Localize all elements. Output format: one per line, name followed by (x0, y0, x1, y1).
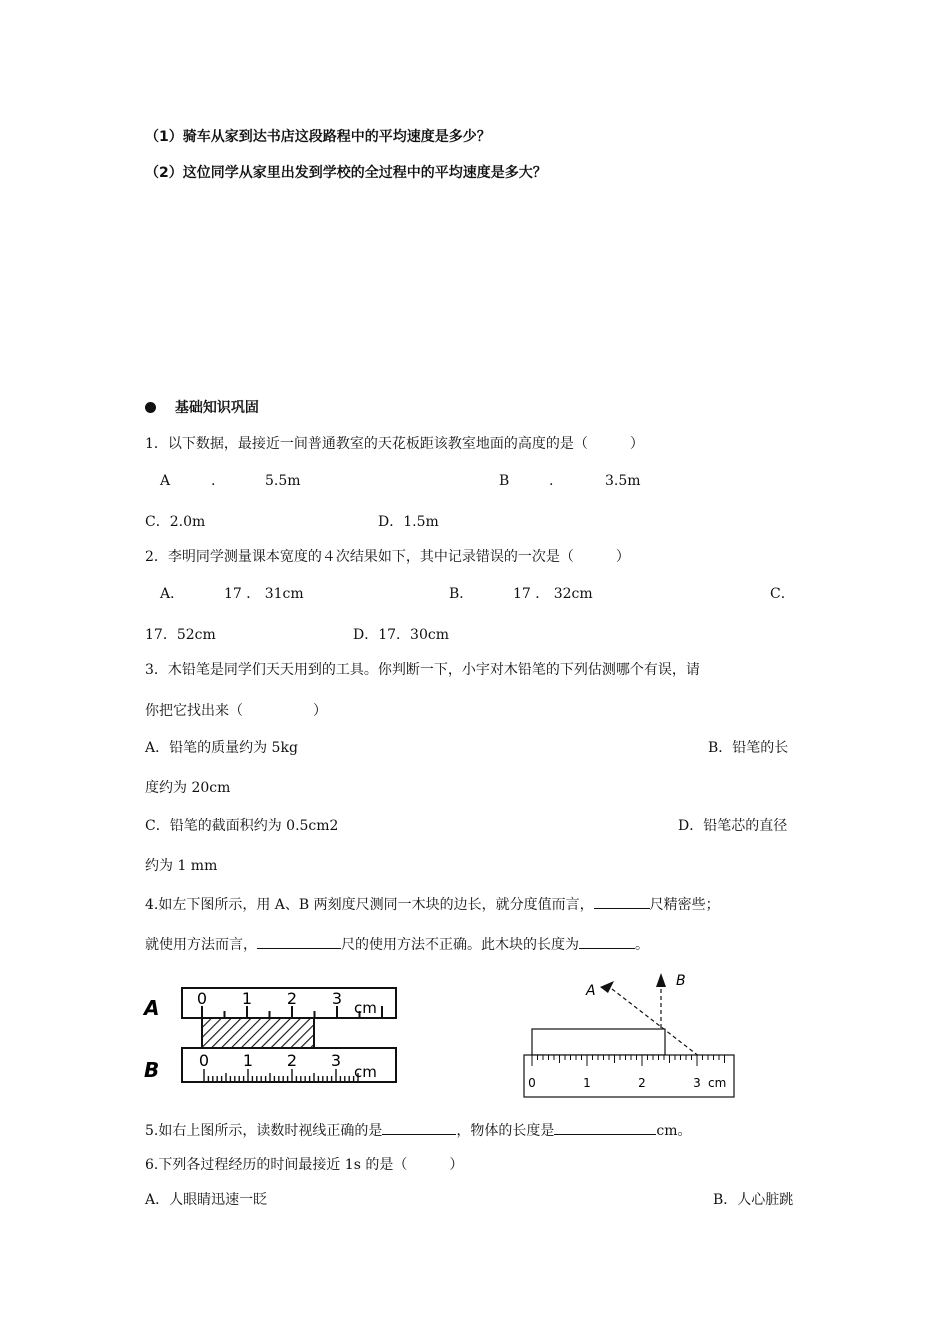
q2-option-a-letter: A． (160, 586, 185, 602)
q1-option-d: D．1.5m (378, 514, 439, 530)
ruler-unit: cm (708, 1076, 727, 1090)
question-1-stem: 1．以下数据，最接近一间普通教室的天花板距该教室地面的高度的是（ ） (145, 436, 644, 452)
figure-line-of-sight (520, 965, 740, 1100)
eye-a-label: A (586, 983, 596, 999)
q5-text-1: 5.如右上图所示，读数时视线正确的是 (145, 1123, 383, 1139)
q3-option-d-line2: 约为 1 mm (145, 858, 218, 874)
q3-option-d-line1: D．铅笔芯的直径 (678, 818, 788, 834)
ruler-tick-label-1: 1 (583, 1076, 591, 1090)
q4-text-1: 4.如左下图所示，用 A、B 两刻度尺测同一木块的边长，就分度值而言， (145, 897, 594, 913)
q2-option-a-value: 17 ． 31cm (224, 586, 304, 602)
ruler-b-tick-label-2: 2 (286, 1051, 298, 1070)
q2-option-b-value: 17 ． 32cm (513, 586, 593, 602)
q6-option-b: B．人心脏跳 (713, 1192, 794, 1208)
q4-text-3: 就使用方法而言， (145, 937, 257, 953)
eye-a-icon (600, 981, 614, 993)
q1-option-b-dot: . (549, 473, 554, 489)
ruler-a-tick-label-2: 2 (286, 989, 298, 1008)
object-block (532, 1029, 665, 1055)
wooden-block (202, 1018, 314, 1048)
q5-text-3: cm。 (656, 1123, 692, 1139)
q2-option-b-letter: B． (449, 586, 474, 602)
q1-option-a-value: 5.5m (265, 473, 301, 489)
q1-option-c: C．2.0m (145, 514, 206, 530)
q5-blank-2[interactable] (554, 1120, 656, 1135)
q3-option-a: A．铅笔的质量约为 5kg (145, 740, 298, 756)
section-heading (145, 399, 259, 417)
figure-ruler-comparison (140, 980, 410, 1090)
q5-blank-1[interactable] (382, 1120, 456, 1135)
ruler-b-label: B (144, 1058, 160, 1082)
q2-option-c-letter: C． (770, 586, 795, 602)
bullet-icon (145, 402, 156, 413)
question-3-stem-line2: 你把它找出来（ ） (145, 703, 327, 719)
sub-question-2: （2）这位同学从家里出发到学校的全过程中的平均速度是多大？ (145, 165, 547, 181)
q4-text-5: 。 (635, 937, 649, 953)
ruler-tick-label-0: 0 (528, 1076, 536, 1090)
ruler-b-tick-label-1: 1 (242, 1051, 254, 1070)
q5-text-2: ，物体的长度是 (456, 1123, 555, 1139)
eye-b-icon (656, 973, 666, 987)
q4-text-4: 尺的使用方法不正确。此木块的长度为 (341, 937, 579, 953)
q2-option-d: D．17．30cm (353, 627, 449, 643)
ruler-a-unit: cm (354, 999, 377, 1017)
question-6-stem: 6.下列各过程经历的时间最接近 1s 的是（ ） (145, 1157, 464, 1173)
q6-option-a: A．人眼睛迅速一眨 (145, 1192, 268, 1208)
q3-option-c: C．铅笔的截面积约为 0.5cm2 (145, 818, 339, 834)
ruler-b-unit: cm (354, 1063, 377, 1081)
q1-option-b-value: 3.5m (605, 473, 641, 489)
ruler-b-tick-label-0: 0 (198, 1051, 210, 1070)
sub-question-1: （1）骑车从家到达书店这段路程中的平均速度是多少？ (145, 129, 491, 145)
q1-option-b-letter: B (499, 473, 510, 489)
ruler-a-tick-label-0: 0 (196, 989, 208, 1008)
q4-blank-3[interactable] (579, 934, 635, 949)
q2-option-c-value: 17．52cm (145, 627, 216, 643)
ruler (524, 1055, 734, 1097)
q4-blank-1[interactable] (594, 894, 650, 909)
q3-option-b-line1: B．铅笔的长 (708, 740, 789, 756)
q3-option-b-line2: 度约为 20cm (145, 780, 231, 796)
q1-option-a-dot: . (211, 473, 216, 489)
ruler-a-label: A (144, 996, 160, 1020)
question-5 (145, 1120, 691, 1140)
question-4-line2 (145, 934, 649, 954)
question-3-stem-line1: 3．木铅笔是同学们天天用到的工具。你判断一下，小宇对木铅笔的下列估测哪个有误，请 (145, 662, 700, 678)
q1-option-a-letter: A (160, 473, 171, 489)
question-2-stem: 2．李明同学测量课本宽度的４次结果如下，其中记录错误的一次是（ ） (145, 549, 630, 565)
q4-blank-2[interactable] (257, 934, 341, 949)
ruler-tick-label-3: 3 (693, 1076, 701, 1090)
ruler-a-tick-label-3: 3 (331, 989, 343, 1008)
q4-text-2: 尺精密些； (649, 897, 720, 913)
question-4-line1 (145, 894, 720, 914)
eye-b-label: B (676, 973, 686, 989)
ruler-tick-label-2: 2 (638, 1076, 646, 1090)
ruler-a-tick-label-1: 1 (241, 989, 253, 1008)
ruler-b-tick-label-3: 3 (330, 1051, 342, 1070)
section-title: 基础知识巩固 (174, 400, 259, 416)
